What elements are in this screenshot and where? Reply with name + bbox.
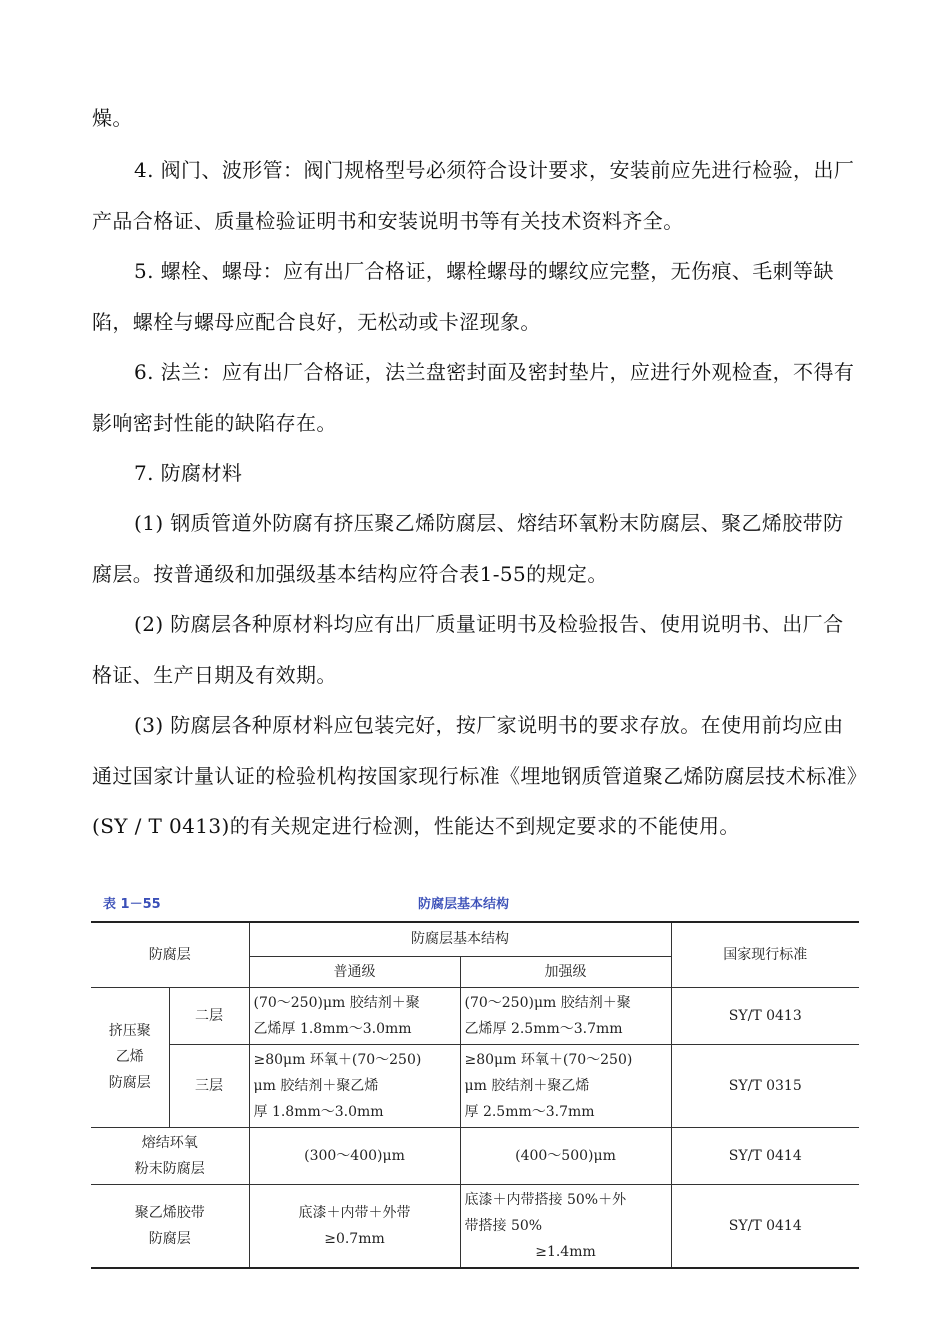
- layer-pe-tape: 聚乙烯胶带 防腐层: [91, 1184, 249, 1268]
- cell-normal: (70～250)μm 胶结剂＋聚 乙烯厚 1.8mm～3.0mm: [249, 987, 460, 1044]
- cell-reinforced: (70～250)μm 胶结剂＋聚 乙烯厚 2.5mm～3.7mm: [460, 987, 671, 1044]
- layer-fusion-epoxy: 熔结环氧 粉末防腐层: [91, 1127, 249, 1184]
- cell-standard: SY/T 0315: [671, 1044, 859, 1127]
- cell-standard: SY/T 0414: [671, 1184, 859, 1268]
- structure-table: [91, 921, 859, 1269]
- cell-normal: (300～400)μm: [249, 1127, 460, 1184]
- sub-two-layer: 二层: [169, 987, 249, 1044]
- paragraph-item-3: (3) 防腐层各种原材料应包装完好，按厂家说明书的要求存放。在使用前均应由通过国家计量认证的检验机构按国家现行标准《埋地钢质管道聚乙烯防腐层技术标准》(SY / T 0413)的有关规定进行检测，性能达不到规定要求的不能使用。: [92, 713, 858, 838]
- cell-normal: ≥80μm 环氧＋(70～250) μm 胶结剂＋聚乙烯 厚 1.8mm～3.0mm: [249, 1044, 460, 1127]
- paragraph-anticorrosion-heading: 7. 防腐材料: [134, 461, 243, 485]
- table-row: [91, 1127, 859, 1184]
- header-standard: 国家现行标准: [671, 922, 859, 987]
- cell-normal: 底漆＋内带＋外带 ≥0.7mm: [249, 1184, 460, 1268]
- header-structure: 防腐层基本结构: [249, 922, 671, 956]
- table-row: [91, 1184, 859, 1268]
- paragraph-item-2: (2) 防腐层各种原材料均应有出厂质量证明书及检验报告、使用说明书、出厂合格证、生产日期及有效期。: [92, 612, 844, 687]
- paragraph-bolts: 5. 螺栓、螺母：应有出厂合格证，螺栓螺母的螺纹应完整，无伤痕、毛刺等缺陷，螺栓与螺母应配合良好，无松动或卡涩现象。: [92, 259, 834, 334]
- table-title: 防腐层基本结构: [418, 897, 510, 912]
- table-number: 表 1－55: [103, 897, 161, 912]
- group-extruded-pe: 挤压聚 乙烯 防腐层: [91, 987, 169, 1127]
- header-normal: 普通级: [249, 956, 460, 987]
- table-row: [91, 1044, 859, 1127]
- cell-reinforced: 底漆＋内带搭接 50%＋外 带搭接 50% ≥1.4mm: [460, 1184, 671, 1268]
- table-row: [91, 987, 859, 1044]
- cell-reinforced: (400～500)μm: [460, 1127, 671, 1184]
- header-layer: 防腐层: [91, 922, 249, 987]
- paragraph-valves: 4. 阀门、波形管：阀门规格型号必须符合设计要求，安装前应先进行检验，出厂产品合格证、质量检验证明书和安装说明书等有关技术资料齐全。: [92, 158, 855, 233]
- paragraph-continuation: 燥。: [92, 106, 133, 130]
- cell-reinforced: ≥80μm 环氧＋(70～250) μm 胶结剂＋聚乙烯 厚 2.5mm～3.7mm: [460, 1044, 671, 1127]
- header-reinforced: 加强级: [460, 956, 671, 987]
- cell-standard: SY/T 0413: [671, 987, 859, 1044]
- paragraph-item-1: (1) 钢质管道外防腐有挤压聚乙烯防腐层、熔结环氧粉末防腐层、聚乙烯胶带防腐层。按普通级和加强级基本结构应符合表1-55的规定。: [92, 511, 844, 586]
- sub-three-layer: 三层: [169, 1044, 249, 1127]
- table-header-row: [91, 922, 859, 956]
- cell-standard: SY/T 0414: [671, 1127, 859, 1184]
- paragraph-flanges: 6. 法兰：应有出厂合格证，法兰盘密封面及密封垫片，应进行外观检查，不得有影响密封性能的缺陷存在。: [92, 360, 855, 435]
